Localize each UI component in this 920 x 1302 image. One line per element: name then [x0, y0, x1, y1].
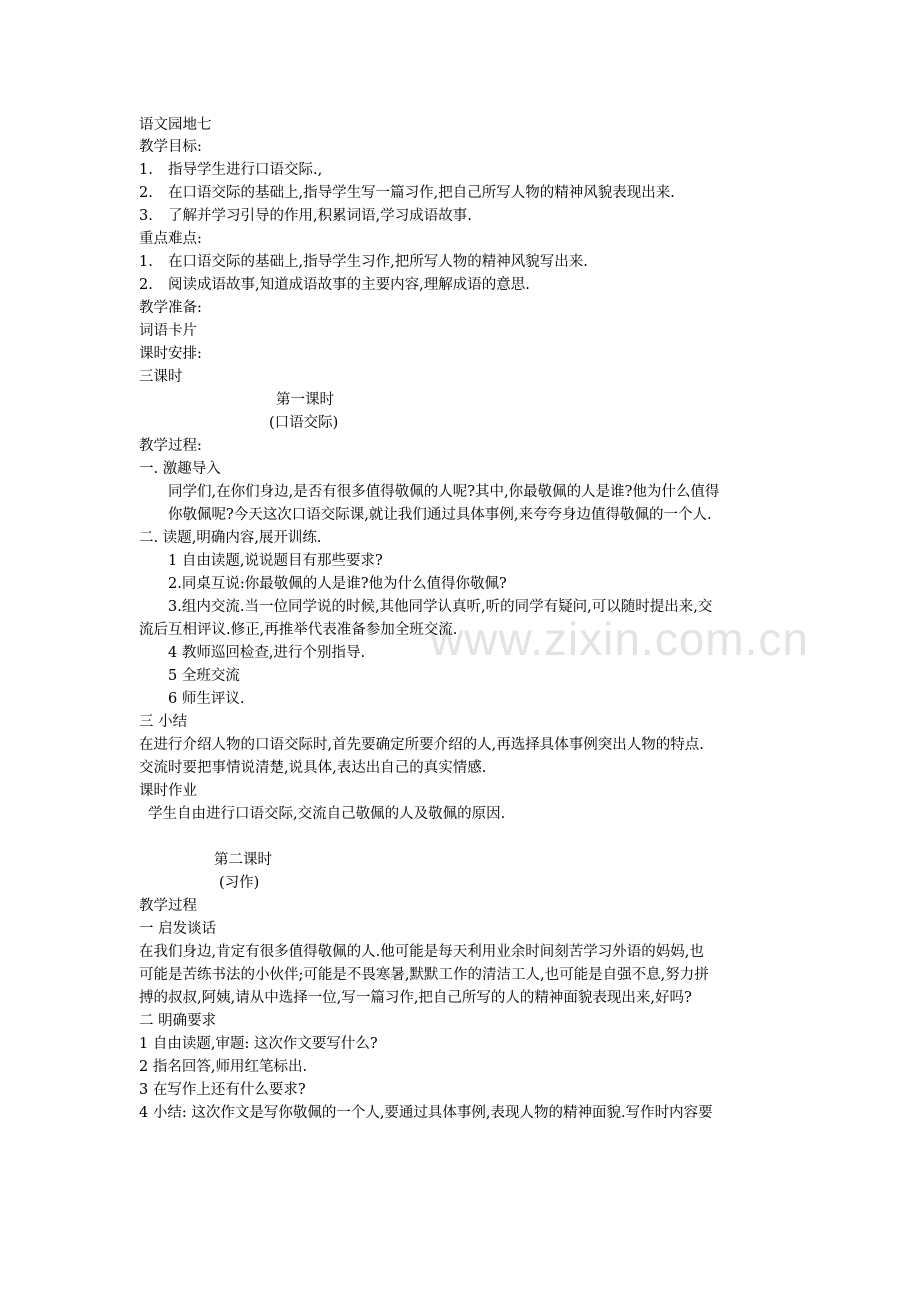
section-3-paragraph-line: 在进行介绍人物的口语交际时,首先要确定所要介绍的人,再选择具体事例突出人物的特点.	[139, 737, 704, 753]
section-1-paragraph-line: 你敬佩呢?今天这次口语交际课,就让我们通过具体事例,来夸夸身边值得敬佩的一个人.	[168, 507, 712, 523]
lesson-2-section-1-paragraph-line: 在我们身边,肯定有很多值得敬佩的人.他可能是每天利用业余时间刻苦学习外语的妈妈,也	[139, 944, 704, 960]
goal-3: 了解并学习引导的作用,积累词语,学习成语故事.	[168, 208, 472, 224]
key-point-2-number: 2.	[139, 277, 153, 293]
lesson-2-section-2-item: 1 自由读题,审题: 这次作文要写什么?	[139, 1036, 378, 1052]
section-2-heading: 二. 读题,明确内容,展开训练.	[139, 530, 322, 546]
process-1-heading: 教学过程:	[139, 438, 202, 454]
lesson-2-section-2-item: 3 在写作上还有什么要求?	[139, 1082, 306, 1098]
lesson-2-section-1-paragraph-line: 搏的叔叔,阿姨,请从中选择一位,写一篇习作,把自己所写的人的精神面貌表现出来,好吗?	[139, 990, 692, 1006]
lesson-1-subtitle: (口语交际)	[269, 415, 339, 431]
lesson-2-subtitle: (习作)	[219, 875, 260, 891]
section-1-paragraph-line: 同学们,在你们身边,是否有很多值得敬佩的人呢?其中,你最敬佩的人是谁?他为什么值得	[168, 484, 720, 500]
watermark: www.zixin.com.cn	[430, 613, 809, 665]
section-2-item: 3.组内交流.当一位同学说的时候,其他同学认真听,听的同学有疑问,可以随时提出来,交	[168, 599, 713, 615]
section-2-item: 4 教师巡回检查,进行个别指导.	[168, 645, 366, 661]
lesson-2-section-1-paragraph-line: 可能是苦练书法的小伙伴;可能是不畏寒暑,默默工作的清洁工人,也可能是自强不息,努力拼	[139, 967, 709, 983]
lesson-1-title: 第一课时	[276, 392, 334, 408]
schedule-heading: 课时安排:	[139, 346, 202, 362]
section-2-item: 5 全班交流	[168, 668, 240, 684]
schedule-text: 三课时	[139, 369, 183, 385]
lesson-2-section-2-heading: 二 明确要求	[139, 1013, 217, 1029]
key-point-1-number: 1.	[139, 254, 153, 270]
goal-3-number: 3.	[139, 208, 153, 224]
goals-heading: 教学目标:	[139, 139, 202, 155]
key-point-2: 阅读成语故事,知道成语故事的主要内容,理解成语的意思.	[168, 277, 530, 293]
lesson-2-section-1-heading: 一 启发谈话	[139, 921, 217, 937]
section-2-item: 1 自由读题,说说题目有那些要求?	[168, 553, 383, 569]
section-2-item-continued: 流后互相评议.修正,再推举代表准备参加全班交流.	[139, 622, 458, 638]
section-3-heading: 三 小结	[139, 714, 188, 730]
lesson-2-section-2-item: 4 小结: 这次作文是写你敬佩的一个人,要通过具体事例,表现人物的精神面貌.写作时内容要	[139, 1105, 713, 1121]
lesson-2-section-2-item: 2 指名回答,师用红笔标出.	[139, 1059, 308, 1075]
key-points-heading: 重点难点:	[139, 231, 202, 247]
homework-heading: 课时作业	[139, 783, 197, 799]
preparation-heading: 教学准备:	[139, 300, 202, 316]
key-point-1: 在口语交际的基础上,指导学生习作,把所写人物的精神风貌写出来.	[168, 254, 588, 270]
section-1-heading: 一. 激趣导入	[139, 461, 221, 477]
section-2-item: 2.同桌互说:你最敬佩的人是谁?他为什么值得你敬佩?	[168, 576, 507, 592]
goal-2-number: 2.	[139, 185, 153, 201]
goal-2: 在口语交际的基础上,指导学生写一篇习作,把自己所写人物的精神风貌表现出来.	[168, 185, 675, 201]
lesson-2-title: 第二课时	[214, 852, 272, 868]
preparation-text: 词语卡片	[139, 323, 197, 339]
goal-1-number: 1.	[139, 162, 153, 178]
section-3-paragraph-line: 交流时要把事情说清楚,说具体,表达出自己的真实情感.	[139, 760, 487, 776]
process-2-heading: 教学过程	[139, 898, 197, 914]
homework-text: 学生自由进行口语交际,交流自己敬佩的人及敬佩的原因.	[148, 806, 506, 822]
goal-1: 指导学生进行口语交际.,	[168, 162, 323, 178]
document-title: 语文园地七	[139, 117, 212, 133]
section-2-item: 6 师生评议.	[168, 691, 245, 707]
